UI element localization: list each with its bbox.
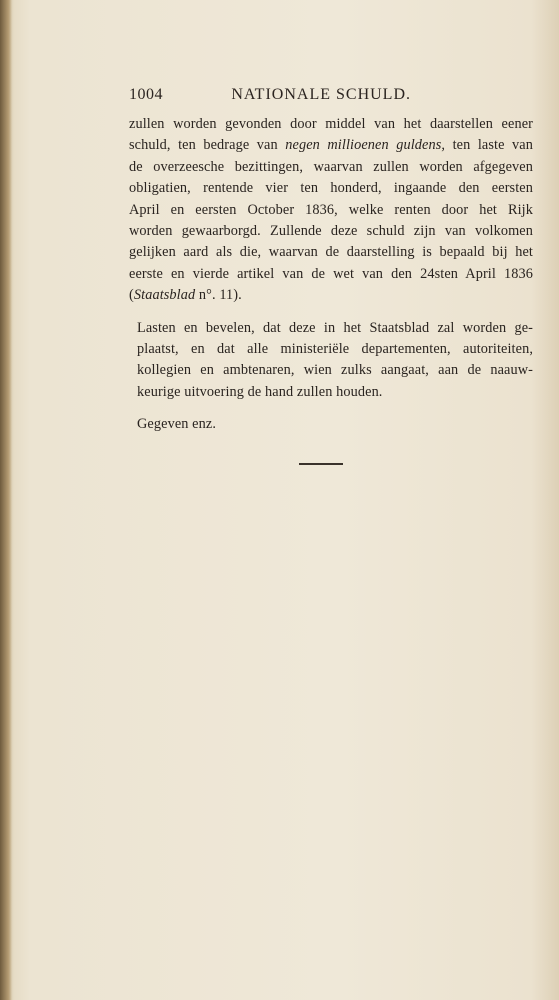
paragraph-2 [129,318,533,404]
closing-line: Gegeven enz. [137,416,216,433]
text-line: April en eersten October 1836, welke renten door het Rijk [129,201,533,218]
text-line: de overzeesche bezittingen, waarvan zullen worden afgegeven [129,158,533,175]
italic-source: Staatsblad [133,287,196,304]
page-number: 1004 [129,86,163,103]
text-line: obligatien, rentende vier ten honderd, ingaande den eersten [129,180,533,197]
page-gutter-shadow [0,0,12,1000]
paragraph-spacer [129,307,533,318]
end-rule [299,463,343,465]
text-fragment: ( [129,287,134,304]
text-line: plaatst, en dat alle ministeriële departementen, autoriteiten, [137,340,533,357]
page-header [129,86,411,108]
text-fragment: n°. 11). [195,287,242,304]
running-title: NATIONALE SCHULD. [231,86,411,103]
text-line: gelijken aard als die, waarvan de daarstelling is bepaald bij het [129,244,533,261]
text-line [129,135,533,156]
text-line: Lasten en bevelen, dat deze in het Staatsblad zal worden ge- [137,319,533,336]
body-text [129,114,533,435]
text-line: kollegien en ambtenaren, wien zulks aangaat, aan de naauw- [137,362,533,379]
text-line: worden gewaarborgd. Zullende deze schuld zijn van volkomen [129,222,533,239]
paragraph-1 [129,114,533,307]
text-fragment: ten laste van [445,137,533,154]
text-line: keurige uitvoering de hand zullen houden. [137,383,383,400]
text-line [129,285,533,306]
text-line: eerste en vierde artikel van de wet van den 24sten April 1836 [129,265,533,282]
paragraph-spacer [129,403,533,414]
text-fragment: schuld, ten bedrage van [129,137,286,154]
italic-amount: negen millioenen guldens, [285,137,446,154]
text-line: zullen worden gevonden door middel van het daarstellen eener [129,116,533,132]
